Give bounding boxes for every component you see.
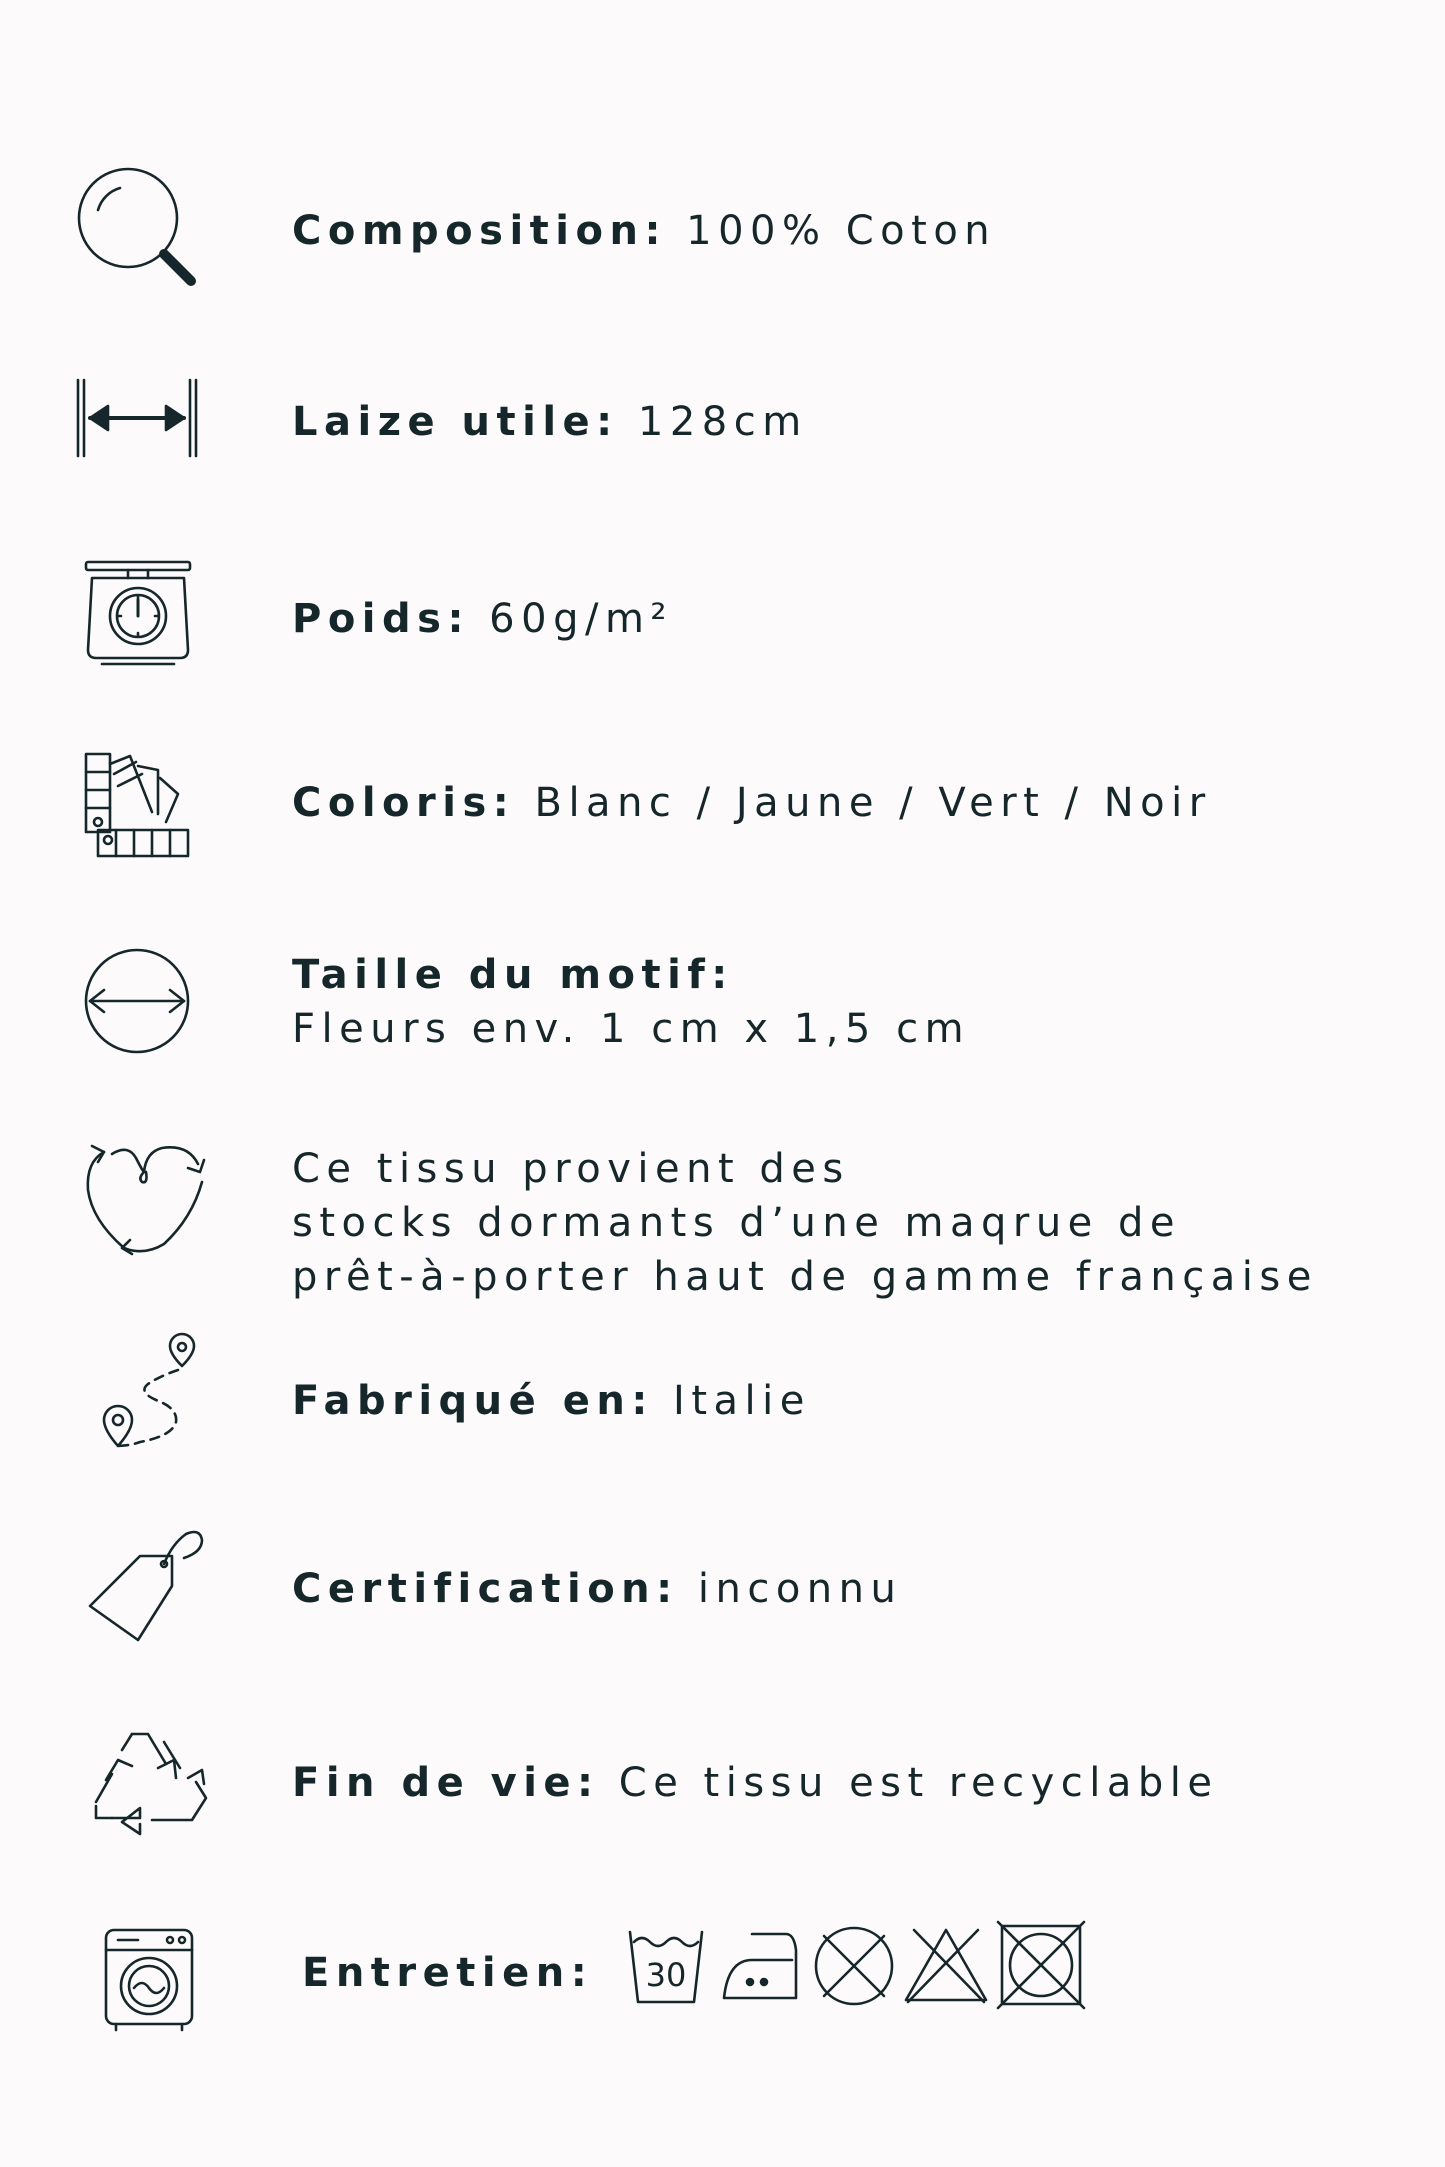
recycle-icon (92, 1728, 210, 1836)
coloris-value: Blanc / Jaune / Vert / Noir (534, 780, 1212, 826)
fin-de-vie-text (292, 1756, 1218, 1810)
laize-value: 128cm (637, 399, 808, 445)
certification-label: Certification: (292, 1566, 679, 1612)
fin-de-vie-label: Fin de vie: (292, 1760, 600, 1806)
poids-value: 60g/m² (489, 596, 673, 642)
origine-line: prêt-à-porter haut de gamme française (292, 1254, 1318, 1300)
fabrique-label: Fabriqué en: (292, 1378, 654, 1424)
origine-line: Ce tissu provient des (292, 1146, 850, 1192)
entretien-label: Entretien: (302, 1950, 594, 1996)
no-bleach-icon (904, 1926, 988, 2010)
poids-label: Poids: (292, 596, 470, 642)
entretien-text (302, 1946, 593, 2000)
coloris-label: Coloris: (292, 780, 516, 826)
certification-text (292, 1562, 902, 1616)
washing-machine-icon (104, 1928, 194, 2032)
laize-label: Laize utile: (292, 399, 619, 445)
taille-text (292, 948, 970, 1056)
fabrique-value: Italie (673, 1378, 811, 1424)
recycle-heart-icon (84, 1142, 214, 1252)
taille-label: Taille du motif: (292, 952, 734, 998)
fin-de-vie-value: Ce tissu est recyclable (618, 1760, 1219, 1806)
certification-value: inconnu (697, 1566, 903, 1612)
route-map-pin-icon (100, 1336, 200, 1451)
no-dry-clean-icon (996, 1920, 1086, 2014)
poids-text (292, 592, 673, 646)
magnifier-icon (76, 166, 201, 291)
scale-icon (82, 560, 194, 665)
iron-low-icon (722, 1930, 798, 2008)
coloris-text (292, 776, 1212, 830)
width-arrow-icon (76, 378, 198, 458)
composition-value: 100% Coton (686, 208, 997, 254)
wash-temperature-text: 30 (645, 1956, 687, 1994)
origine-text (292, 1142, 1318, 1304)
no-tumble-dry-icon (814, 1926, 894, 2010)
circle-diameter-icon (84, 948, 190, 1054)
origine-line: stocks dormants d’une maqrue de (292, 1200, 1181, 1246)
laize-text (292, 395, 808, 449)
price-tag-icon (88, 1530, 208, 1650)
composition-label: Composition: (292, 208, 667, 254)
wash-30-icon (628, 1928, 704, 2010)
taille-value: Fleurs env. 1 cm x 1,5 cm (292, 1006, 971, 1052)
color-swatch-fan-icon (84, 752, 190, 858)
composition-text (292, 204, 996, 258)
fabrique-text (292, 1374, 811, 1428)
